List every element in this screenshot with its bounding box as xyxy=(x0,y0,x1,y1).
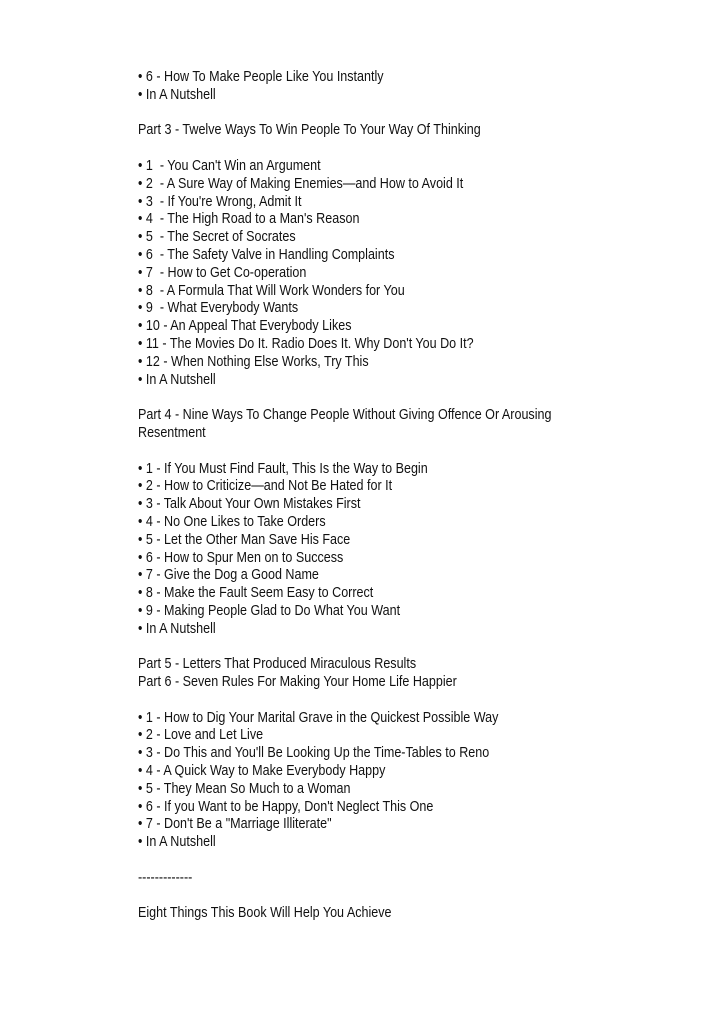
spacer xyxy=(138,443,620,461)
spacer xyxy=(138,639,620,657)
list-item: • 4 - No One Likes to Take Orders xyxy=(138,513,326,530)
list-item: • 8 - A Formula That Will Work Wonders for You xyxy=(138,282,405,299)
spacer xyxy=(138,852,620,870)
list-item: • 12 - When Nothing Else Works, Try This xyxy=(138,353,369,370)
list-item: • 11 - The Movies Do It. Radio Does It. Why Don't You Do It? xyxy=(138,335,474,352)
list-item: • 1 - You Can't Win an Argument xyxy=(138,157,321,174)
list-item: • 3 - Do This and You'll Be Looking Up the Time-Tables to Reno xyxy=(138,745,490,762)
closing-heading: Eight Things This Book Will Help You Achieve xyxy=(138,905,392,922)
list-item: • 5 - They Mean So Much to a Woman xyxy=(138,780,351,797)
part5-section xyxy=(138,656,620,674)
list-item: • 3 - Talk About Your Own Mistakes First xyxy=(138,496,361,513)
list-item: • 1 - How to Dig Your Marital Grave in the Quickest Possible Way xyxy=(138,709,499,726)
spacer xyxy=(138,389,620,407)
list-item: • 9 - Making People Glad to Do What You Want xyxy=(138,602,401,619)
list-item: • In A Nutshell xyxy=(138,620,216,637)
list-item: • In A Nutshell xyxy=(138,86,216,103)
list-item: • 6 - How To Make People Like You Instantly xyxy=(138,69,384,85)
list-item: • 1 - If You Must Find Fault, This Is the Way to Begin xyxy=(138,460,428,477)
document-page xyxy=(138,69,620,923)
list-item: • 2 - A Sure Way of Making Enemies—and How to Avoid It xyxy=(138,175,464,192)
list-item: • 6 - The Safety Valve in Handling Complaints xyxy=(138,246,395,263)
list-item: • 5 - The Secret of Socrates xyxy=(138,229,296,246)
list-item: • 4 - A Quick Way to Make Everybody Happy xyxy=(138,763,386,780)
section-heading: Part 6 - Seven Rules For Making Your Home Life Happier xyxy=(138,674,457,691)
list-item: • 6 - If you Want to be Happy, Don't Neglect This One xyxy=(138,798,434,815)
spacer xyxy=(138,888,620,906)
list-item: • 3 - If You're Wrong, Admit It xyxy=(138,193,302,210)
separator-line: ------------- xyxy=(138,869,193,886)
section-heading: Part 3 - Twelve Ways To Win People To Your Way Of Thinking xyxy=(138,122,481,139)
list-item: • 5 - Let the Other Man Save His Face xyxy=(138,531,351,548)
part4-section xyxy=(138,407,620,638)
spacer xyxy=(138,140,620,158)
list-item: • 8 - Make the Fault Seem Easy to Correct xyxy=(138,585,374,602)
list-item: • 7 - Don't Be a "Marriage Illiterate" xyxy=(138,816,332,833)
list-item: • In A Nutshell xyxy=(138,834,216,851)
part6-section xyxy=(138,674,620,852)
spacer xyxy=(138,105,620,123)
list-item: • 10 - An Appeal That Everybody Likes xyxy=(138,318,352,335)
list-item: • 7 - How to Get Co-operation xyxy=(138,264,307,281)
list-item: • 4 - The High Road to a Man's Reason xyxy=(138,211,360,228)
list-item: • 2 - How to Criticize—and Not Be Hated for It xyxy=(138,478,393,495)
list-item: • 2 - Love and Let Live xyxy=(138,727,264,744)
list-item: • 9 - What Everybody Wants xyxy=(138,300,299,317)
list-item: • 6 - How to Spur Men on to Success xyxy=(138,549,344,566)
section-heading: Part 5 - Letters That Produced Miraculous Results xyxy=(138,656,417,673)
part3-section xyxy=(138,122,620,389)
list-item: • In A Nutshell xyxy=(138,371,216,388)
list-item: • 7 - Give the Dog a Good Name xyxy=(138,567,319,584)
spacer xyxy=(138,692,620,710)
section-heading: Part 4 - Nine Ways To Change People Without Giving Offence Or Arousing Resentment xyxy=(138,407,552,441)
part2-list-tail xyxy=(138,69,620,105)
